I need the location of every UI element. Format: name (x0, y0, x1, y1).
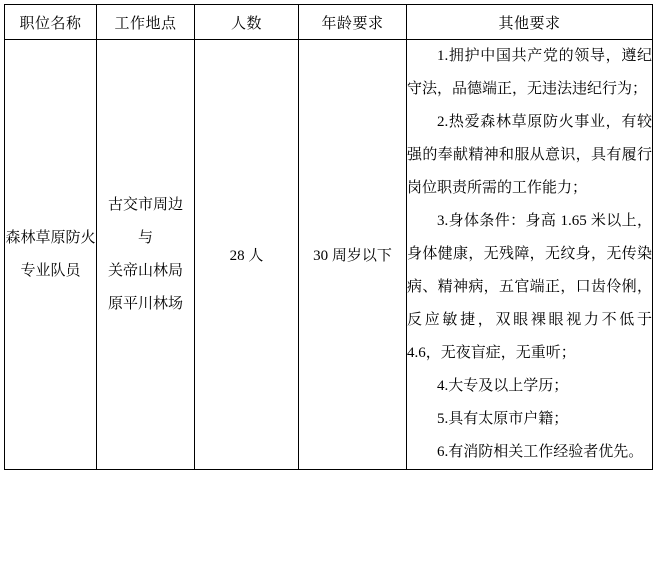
work-place-line-1: 古交市周边 (107, 196, 183, 213)
header-work-place: 工作地点 (97, 5, 195, 40)
table-header-row (5, 5, 653, 40)
requirement-item-2: 2.热爱森林草原防火事业，有较强的奉献精神和服从意识，具有履行岗位职责所需的工作能力； (407, 114, 652, 196)
table-header (5, 5, 653, 40)
work-place-line-2: 与 (137, 229, 153, 246)
table-row (5, 40, 653, 470)
table-body (5, 40, 653, 470)
work-place-line-3: 关帝山林局 (107, 262, 183, 279)
cell-position-name: 森林草原防火专业队员 (5, 40, 97, 470)
header-count: 人数 (195, 5, 299, 40)
requirement-item-4: 4.大专及以上学历； (437, 378, 569, 394)
cell-work-place (97, 40, 195, 470)
requirement-item-6: 6.有消防相关工作经验者优先。 (437, 444, 644, 460)
header-position-name: 职位名称 (5, 5, 97, 40)
header-other-requirements: 其他要求 (407, 5, 653, 40)
requirement-item-5: 5.具有太原市户籍； (437, 411, 569, 427)
requirement-item-3: 3.身体条件：身高 1.65 米以上，身体健康，无残障，无纹身，无传染病、精神病，五官端正，口齿伶俐，反应敏捷，双眼裸眼视力不低于 4.6，无夜盲症，无重听； (407, 213, 652, 361)
cell-other-requirements (407, 40, 653, 470)
requirement-item-1: 1.拥护中国共产党的领导，遵纪守法，品德端正，无违法违纪行为； (407, 48, 652, 97)
cell-count: 28 人 (195, 40, 299, 470)
cell-age: 30 周岁以下 (299, 40, 407, 470)
header-age: 年龄要求 (299, 5, 407, 40)
work-place-line-4: 原平川林场 (107, 295, 183, 312)
job-requirements-table (4, 4, 653, 470)
